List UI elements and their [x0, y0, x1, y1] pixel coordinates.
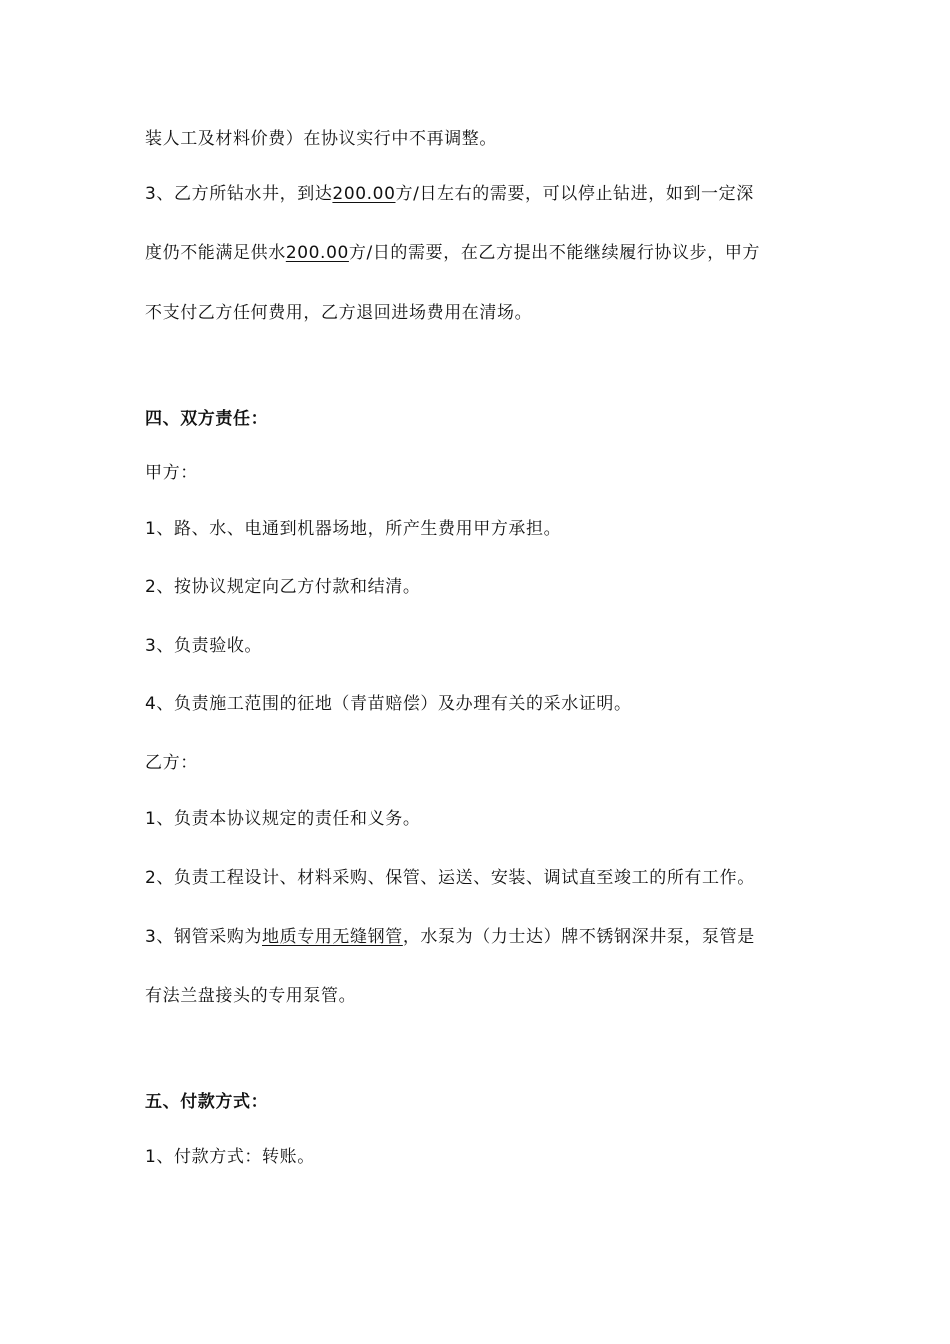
list-item: 3、负责验收。	[145, 636, 263, 656]
section-heading: 五、付款方式：	[145, 1092, 269, 1112]
section-heading: 四、双方责任：	[145, 409, 269, 429]
paragraph-line	[145, 302, 532, 324]
party-label: 乙方：	[145, 753, 198, 773]
list-item: 1、负责本协议规定的责任和义务。	[145, 809, 421, 829]
list-item: 1、付款方式：转账。	[145, 1147, 315, 1167]
paragraph-line	[145, 183, 754, 205]
underlined-value: 200.00	[285, 243, 349, 263]
list-item	[145, 926, 755, 948]
text-run: 方/日的需要，在乙方提出不能继续履行协议步，甲方	[348, 243, 761, 263]
underlined-value: 200.00	[332, 184, 396, 204]
text-run: ，水泵为（力士达）牌不锈钢深井泵，泵管是	[402, 927, 755, 947]
list-item: 2、按协议规定向乙方付款和结清。	[145, 577, 421, 597]
list-item: 4、负责施工范围的征地（青苗赔偿）及办理有关的采水证明。	[145, 694, 632, 714]
text-run: 方/日左右的需要，可以停止钻进，如到一定深	[395, 184, 754, 204]
list-item-continuation: 有法兰盘接头的专用泵管。	[145, 986, 357, 1006]
text-run: 度仍不能满足供水	[145, 243, 286, 263]
text-run: 装人工及材料价费）在协议实行中不再调整。	[145, 129, 497, 149]
paragraph-line	[145, 128, 497, 150]
underlined-value: 地质专用无缝钢管	[262, 927, 403, 947]
text-run: 3、乙方所钻水井，到达	[145, 184, 333, 204]
text-run: 3、钢管采购为	[145, 927, 263, 947]
list-item: 2、负责工程设计、材料采购、保管、运送、安装、调试直至竣工的所有工作。	[145, 868, 755, 888]
text-run: 不支付乙方任何费用，乙方退回进场费用在清场。	[145, 303, 533, 323]
party-label: 甲方：	[145, 463, 198, 483]
list-item: 1、路、水、电通到机器场地，所产生费用甲方承担。	[145, 519, 562, 539]
paragraph-line	[145, 242, 760, 264]
